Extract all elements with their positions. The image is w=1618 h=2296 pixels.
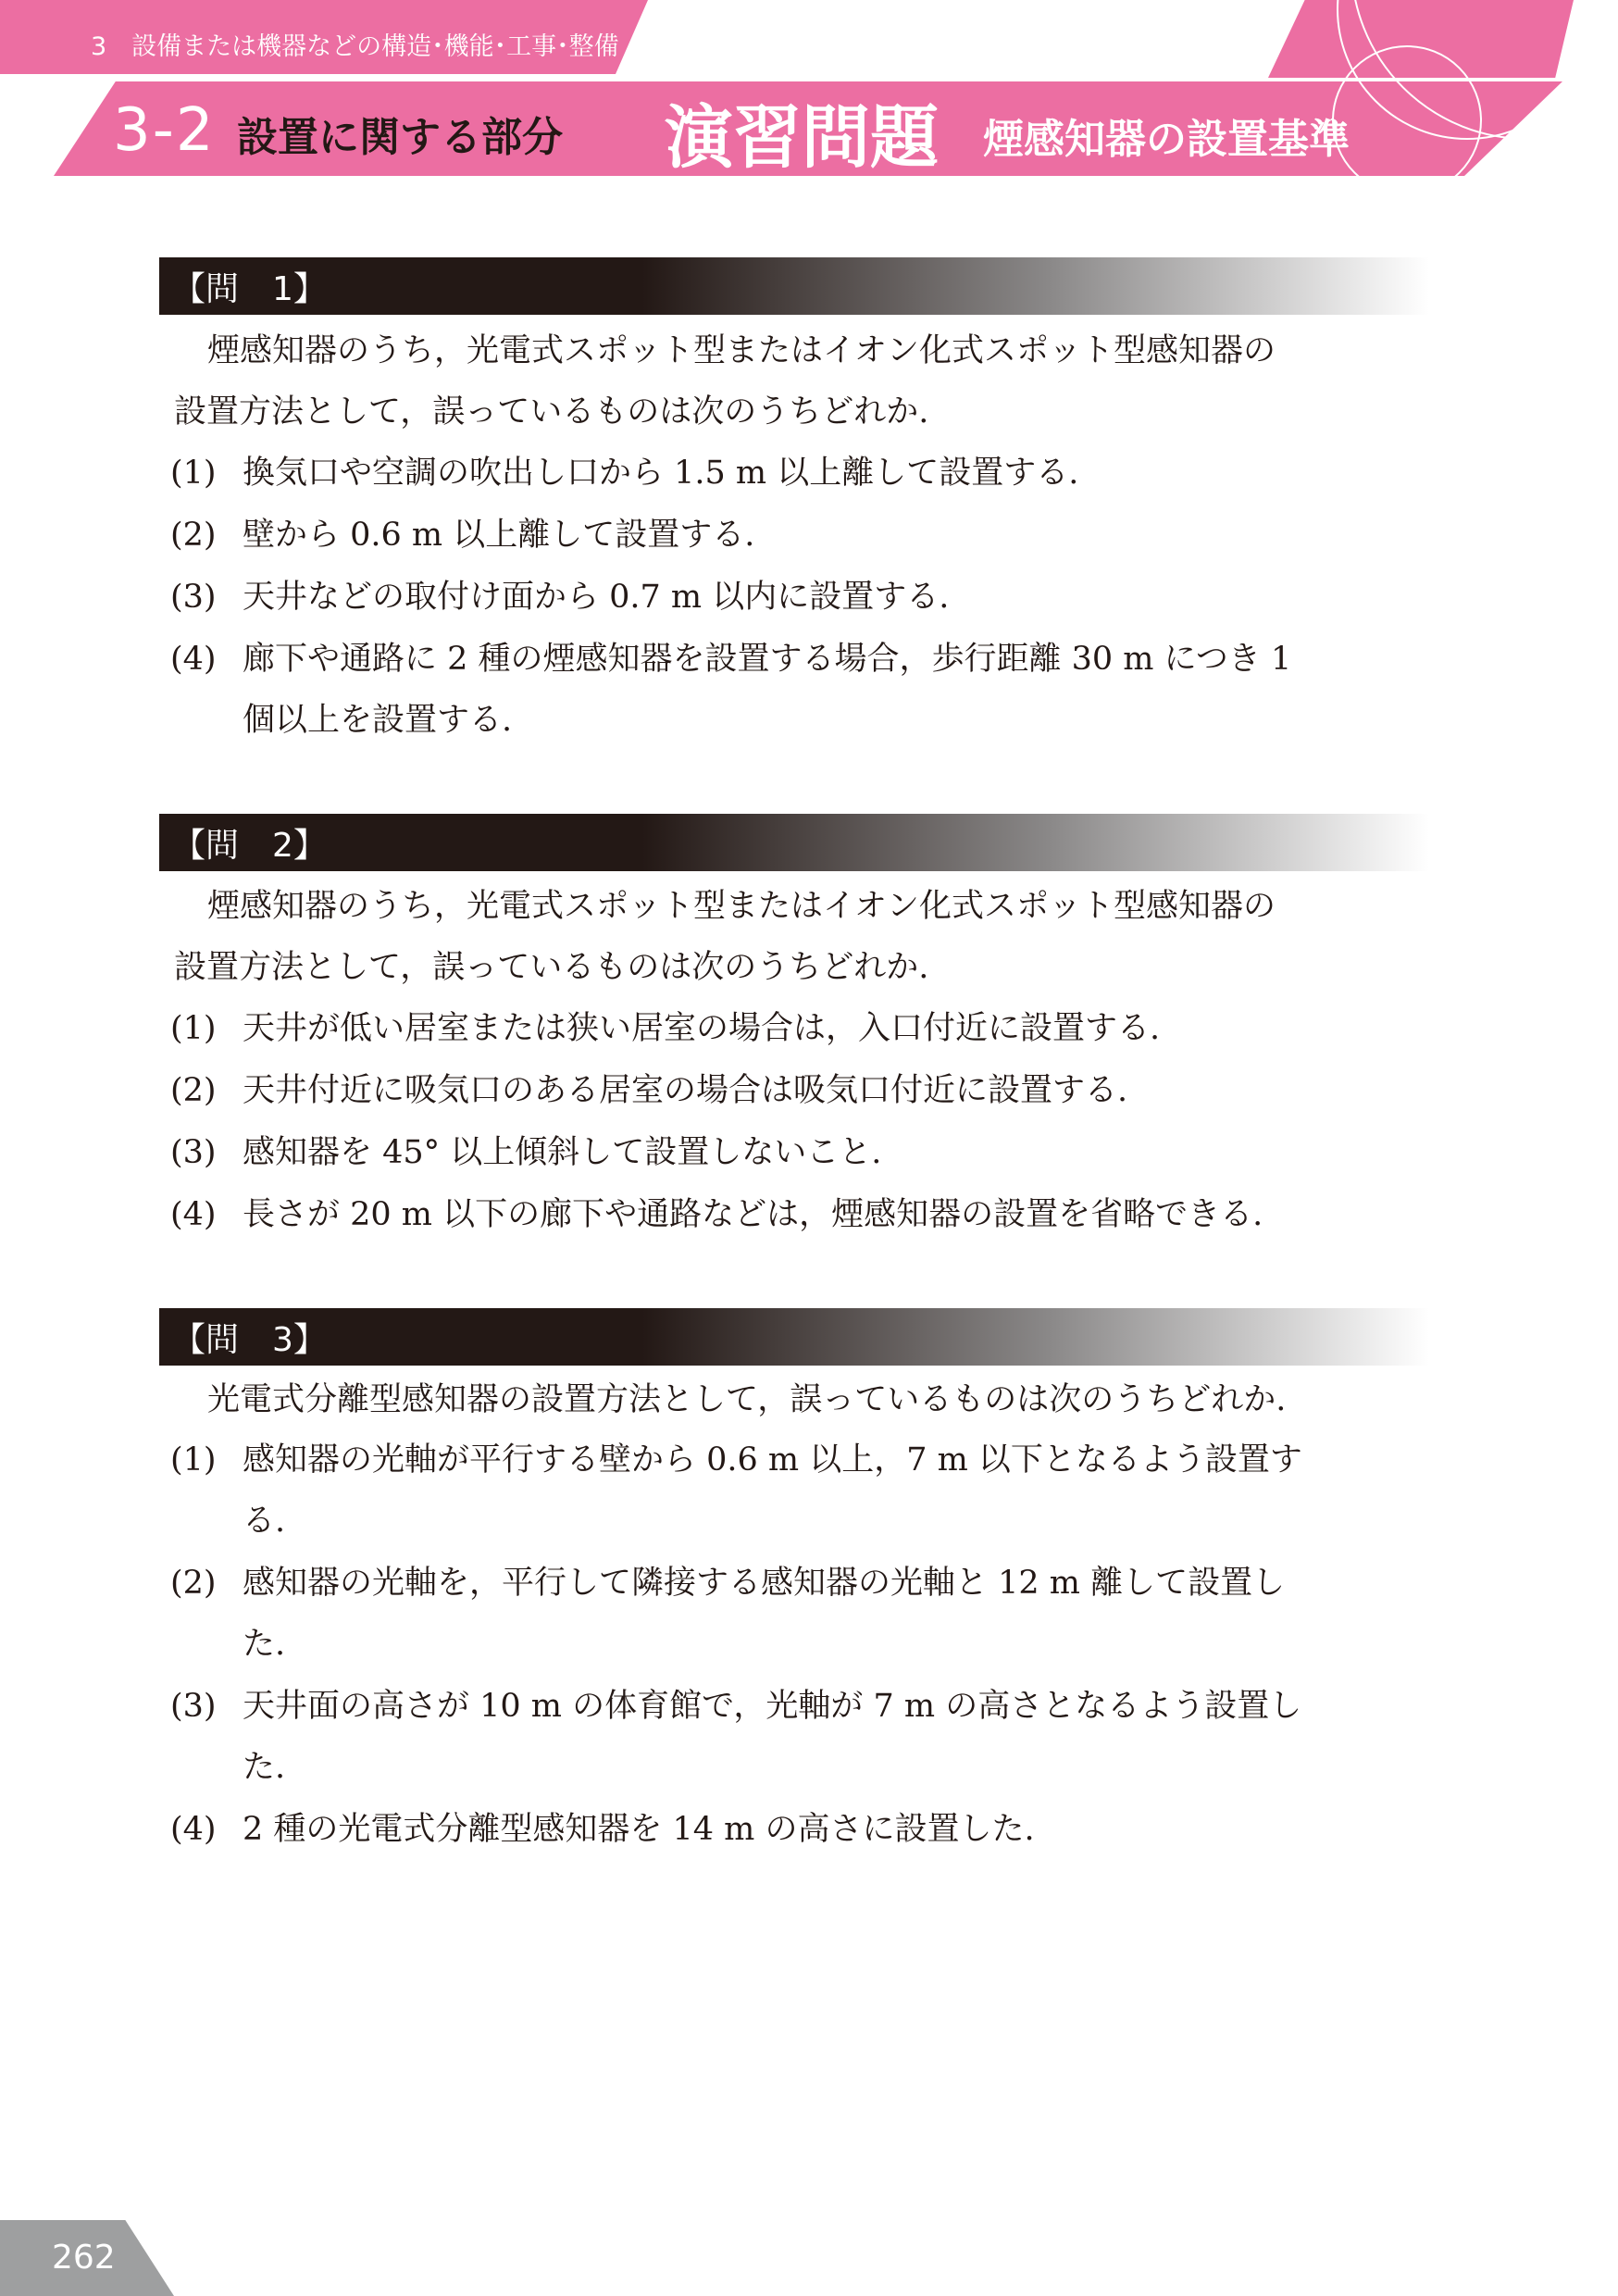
stem-line: 設置方法として，誤っているものは次のうちどれか. — [174, 949, 929, 986]
option-text: 廊下や通路に 2 種の煙感知器を設置する場合，歩行距離 30 m につき 1 — [243, 641, 1292, 678]
option-text: 感知器の光軸を，平行して隣接する感知器の光軸と 12 m 離して設置し — [243, 1565, 1286, 1602]
section-title: 設置に関する部分 — [237, 114, 563, 161]
option-text: 天井面の高さが 10 m の体育館で，光軸が 7 m の高さとなるよう設置し — [243, 1688, 1302, 1725]
chapter-title: 3 設備または機器などの構造･機能･工事･整備 — [91, 32, 619, 61]
option-text: 感知器の光軸が平行する壁から 0.6 m 以上，7 m 以下となるよう設置す — [243, 1441, 1302, 1479]
stem-line: 設置方法として，誤っているものは次のうちどれか. — [174, 393, 929, 430]
option-text: る. — [243, 1503, 286, 1540]
option-text: 感知器を 45° 以上傾斜して設置しないこと. — [243, 1134, 882, 1171]
option-text: 長さが 20 m 以下の廊下や通路などは，煙感知器の設置を省略できる. — [243, 1196, 1263, 1233]
option-text: た. — [243, 1626, 286, 1663]
question-3-label: 【問 3】 — [172, 1321, 327, 1359]
option-text: 個以上を設置する. — [243, 702, 513, 739]
question-2-bar — [159, 814, 1429, 871]
question-1-stem — [174, 320, 1396, 443]
option-number: (2) — [170, 1565, 217, 1602]
option-text: 天井が低い居室または狭い居室の場合は，入口付近に設置する. — [243, 1010, 1161, 1047]
option-text: 壁から 0.6 m 以上離して設置する. — [243, 517, 755, 554]
exercise-title: 演習問題 — [665, 98, 939, 178]
option-number: (1) — [170, 1441, 217, 1479]
question-2-label: 【問 2】 — [172, 827, 327, 865]
option-number: (4) — [170, 1811, 217, 1848]
question-1-bar — [159, 257, 1429, 315]
option-number: (3) — [170, 1688, 217, 1725]
option-text: 天井付近に吸気口のある居室の場合は吸気口付近に設置する. — [243, 1072, 1128, 1109]
option-text: 天井などの取付け面から 0.7 m 以内に設置する. — [243, 579, 950, 616]
question-3-stem — [174, 1369, 1396, 1430]
stem-line: 煙感知器のうち，光電式スポット型またはイオン化式スポット型感知器の — [207, 332, 1276, 369]
option-number: (3) — [170, 1134, 217, 1171]
stem-line: 煙感知器のうち，光電式スポット型またはイオン化式スポット型感知器の — [207, 888, 1276, 925]
question-1-label: 【問 1】 — [172, 270, 327, 308]
option-number: (2) — [170, 517, 217, 554]
option-number: (2) — [170, 1072, 217, 1109]
question-3-bar — [159, 1308, 1429, 1366]
option-text: 換気口や空調の吹出し口から 1.5 m 以上離して設置する. — [243, 455, 1079, 492]
option-number: (1) — [170, 1010, 217, 1047]
option-number: (4) — [170, 1196, 217, 1233]
option-text: た. — [243, 1749, 286, 1786]
page-number: 262 — [52, 2239, 116, 2277]
exercise-subtitle: 煙感知器の設置基準 — [983, 116, 1350, 163]
option-number: (1) — [170, 455, 217, 492]
section-number: 3-2 — [113, 96, 216, 165]
option-number: (3) — [170, 579, 217, 616]
question-2-stem — [174, 876, 1396, 998]
option-number: (4) — [170, 641, 217, 678]
stem-line: 光電式分離型感知器の設置方法として，誤っているものは次のうちどれか. — [207, 1381, 1287, 1418]
option-text: 2 種の光電式分離型感知器を 14 m の高さに設置した. — [243, 1811, 1035, 1848]
